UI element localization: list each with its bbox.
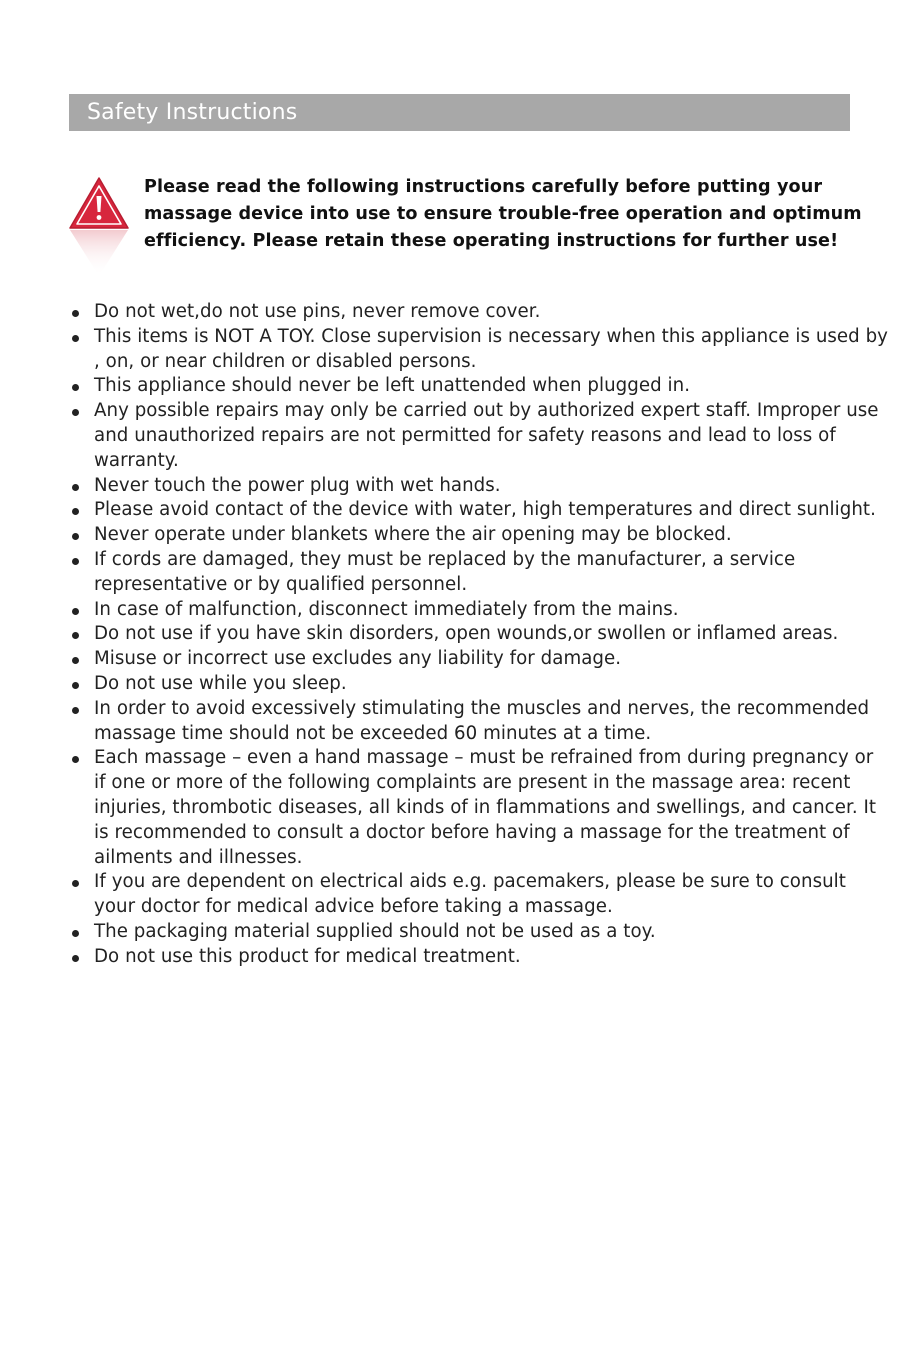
list-item <box>0 548 900 598</box>
list-item-text: If cords are damaged, they must be replaced by the manufacturer, a service representative or by qualified personnel. <box>94 548 796 595</box>
list-item <box>0 374 900 399</box>
list-item-text: This items is NOT A TOY. Close supervision is necessary when this appliance is used by , on, or near children or disabled persons. <box>94 325 888 372</box>
list-item-text: Do not wet,do not use pins, never remove cover. <box>94 301 541 322</box>
bullet-icon <box>72 310 79 317</box>
list-item <box>0 746 900 870</box>
list-item <box>0 672 900 697</box>
list-item-text: In order to avoid excessively stimulating the muscles and nerves, the recommended massage time should not be exceeded 60 minutes at a time. <box>94 697 870 744</box>
bullet-icon <box>72 608 79 615</box>
list-item-text: Any possible repairs may only be carried out by authorized expert staff. Improper use and unauthorized repairs are not permitted for safety reasons and lead to loss of warranty. <box>94 400 879 471</box>
list-item-text: Never operate under blankets where the air opening may be blocked. <box>94 524 732 546</box>
list-item-text: This appliance should never be left unattended when plugged in. <box>94 375 691 397</box>
bullet-icon <box>72 508 79 515</box>
list-item-text: The packaging material supplied should not be used as a toy. <box>94 920 656 942</box>
list-item-text: Do not use this product for medical treatment. <box>94 945 521 967</box>
list-item <box>0 523 900 548</box>
list-item <box>0 870 900 920</box>
bullet-icon <box>72 756 79 763</box>
bullet-icon <box>72 484 79 491</box>
bullet-icon <box>72 335 79 342</box>
list-item-text: Please avoid contact of the device with water, high temperatures and direct sunlight. <box>94 499 876 521</box>
list-item <box>0 920 900 945</box>
bullet-icon <box>72 384 79 391</box>
list-item <box>0 622 900 647</box>
warning-notice: Please read the following instructions carefully before putting your massage device into use to ensure trouble-free operation and optimum efficiency. Please retain these operating instructions for further use! <box>144 177 862 251</box>
list-item <box>0 697 900 747</box>
bullet-icon <box>72 930 79 937</box>
list-item-text: In case of malfunction, disconnect immediately from the mains. <box>94 598 679 620</box>
list-item <box>0 399 900 473</box>
safety-instruction-list <box>0 300 900 970</box>
list-item-text: If you are dependent on electrical aids e.g. pacemakers, please be sure to consult your doctor for medical advice before taking a massage. <box>94 871 846 918</box>
list-item-text: Misuse or incorrect use excludes any liability for damage. <box>94 648 622 670</box>
bullet-icon <box>72 880 79 887</box>
list-item <box>0 598 900 623</box>
list-item <box>0 474 900 499</box>
bullet-icon <box>72 682 79 689</box>
section-title: Safety Instructions <box>87 100 298 125</box>
list-item-text: Do not use while you sleep. <box>94 672 347 694</box>
list-item <box>0 647 900 672</box>
section-header-bar <box>69 94 850 131</box>
list-item-text: Do not use if you have skin disorders, open wounds,or swollen or inflamed areas. <box>94 623 839 645</box>
bullet-icon <box>72 558 79 565</box>
bullet-icon <box>72 409 79 416</box>
list-item <box>0 498 900 523</box>
list-item <box>0 325 900 375</box>
list-item <box>0 945 900 970</box>
bullet-icon <box>72 955 79 962</box>
list-item-text: Never touch the power plug with wet hands. <box>94 474 501 496</box>
bullet-icon <box>72 533 79 540</box>
bullet-icon <box>72 707 79 714</box>
list-item <box>0 300 900 325</box>
warning-triangle-icon <box>68 176 130 278</box>
list-item-text: Each massage – even a hand massage – must be refrained from during pregnancy or if one or more of the following complaints are present in the massage area: recent injuries, thrombotic diseases, all kinds of in flammations and swellings, and cancer. It is recommended to consult a doctor before having a massage for the treatment of ailments and illnesses. <box>94 747 877 868</box>
bullet-icon <box>72 632 79 639</box>
bullet-icon <box>72 657 79 664</box>
